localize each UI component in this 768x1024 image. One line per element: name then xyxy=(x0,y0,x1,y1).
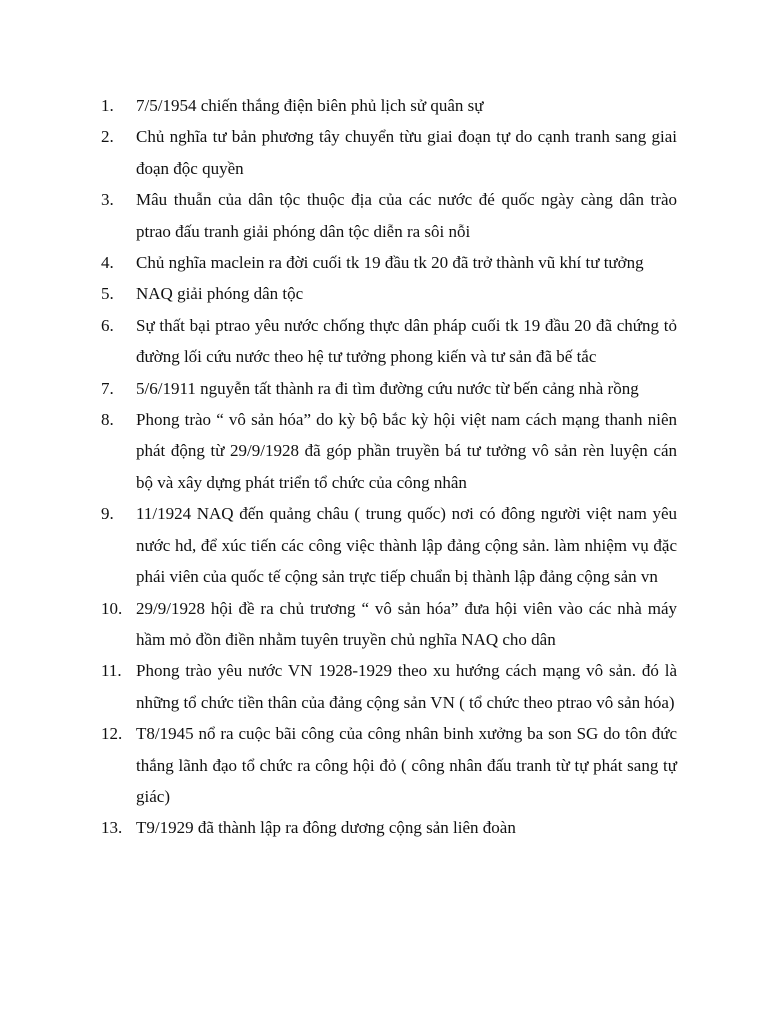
list-item xyxy=(101,373,677,404)
list-item xyxy=(101,498,677,592)
list-item xyxy=(101,812,677,843)
list-item-number: 12. xyxy=(101,724,123,744)
list-item-number: 11. xyxy=(101,661,122,681)
list-item-number: 6. xyxy=(101,315,114,335)
list-item-text: T9/1929 đã thành lập ra đông dương cộng sản liên đoàn xyxy=(136,818,516,838)
list-item-text: Phong trào yêu nước VN 1928-1929 theo xu hướng cách mạng vô sản. đó là những tổ chức tiền thân của đảng cộng sản VN ( tổ chức theo ptrao vô sản hóa) xyxy=(136,661,677,712)
list-item-number: 2. xyxy=(101,127,114,147)
list-item-text: 7/5/1954 chiến thắng điện biên phủ lịch sử quân sự xyxy=(136,96,484,115)
list-item-number: 7. xyxy=(101,378,114,398)
list-item-text: Mâu thuẫn của dân tộc thuộc địa của các nước đé quốc ngày càng dân trào ptrao đấu tranh giải phóng dân tộc diễn ra sôi nỗi xyxy=(136,190,677,241)
list-item-text: Chủ nghĩa maclein ra đời cuối tk 19 đầu tk 20 đã trở thành vũ khí tư tưởng xyxy=(136,253,644,273)
list-item-text: T8/1945 nổ ra cuộc bãi công của công nhân binh xưởng ba son SG do tôn đức thắng lãnh đạo tổ chức ra công hội đỏ ( công nhân đấu tranh từ tự phát sang tự giác) xyxy=(136,724,677,806)
list-item xyxy=(101,310,677,373)
numbered-list xyxy=(101,90,677,844)
list-item-number: 9. xyxy=(101,504,114,524)
list-item-number: 8. xyxy=(101,410,114,430)
list-item-number: 13. xyxy=(101,818,123,838)
list-item xyxy=(101,655,677,718)
list-item-text: Phong trào “ vô sản hóa” do kỳ bộ bắc kỳ hội việt nam cách mạng thanh niên phát động từ 29/9/1928 đã góp phần truyền bá tư tưởng vô sản rèn luyện cán bộ và xây dựng phát triển tổ chức của công nhân xyxy=(136,410,677,492)
list-item xyxy=(101,121,677,184)
list-item-number: 10. xyxy=(101,598,123,618)
list-item-number: 1. xyxy=(101,96,114,115)
list-item xyxy=(101,90,677,121)
list-item-text: NAQ giải phóng dân tộc xyxy=(136,284,304,304)
list-item-number: 5. xyxy=(101,284,114,304)
list-item-text: 11/1924 NAQ đến quảng châu ( trung quốc) nơi có đông người việt nam yêu nước hd, để xúc tiến các công việc thành lập đảng cộng sản. làm nhiệm vụ đặc phái viên của quốc tế cộng sản trực tiếp chuẩn bị thành lập đảng cộng sản vn xyxy=(136,504,677,587)
list-item-number: 4. xyxy=(101,253,114,273)
list-item-text: 29/9/1928 hội đề ra chủ trương “ vô sản hóa” đưa hội viên vào các nhà máy hầm mỏ đồn điền nhằm tuyên truyền chủ nghĩa NAQ cho dân xyxy=(136,598,677,649)
list-item xyxy=(101,247,677,278)
list-item-number: 3. xyxy=(101,190,114,210)
list-item-text: Chủ nghĩa tư bản phương tây chuyển từu giai đoạn tự do cạnh tranh sang giai đoạn độc quyền xyxy=(136,127,677,178)
list-item xyxy=(101,184,677,247)
list-item xyxy=(101,278,677,309)
list-item-text: 5/6/1911 nguyễn tất thành ra đi tìm đường cứu nước từ bến cảng nhà rồng xyxy=(136,378,639,398)
list-item xyxy=(101,718,677,812)
list-item-text: Sự thất bại ptrao yêu nước chống thực dân pháp cuối tk 19 đầu 20 đã chứng tỏ đường lối cứu nước theo hệ tư tưởng phong kiến và tư sản đã bế tắc xyxy=(136,315,677,367)
list-item xyxy=(101,404,677,498)
list-item xyxy=(101,593,677,656)
